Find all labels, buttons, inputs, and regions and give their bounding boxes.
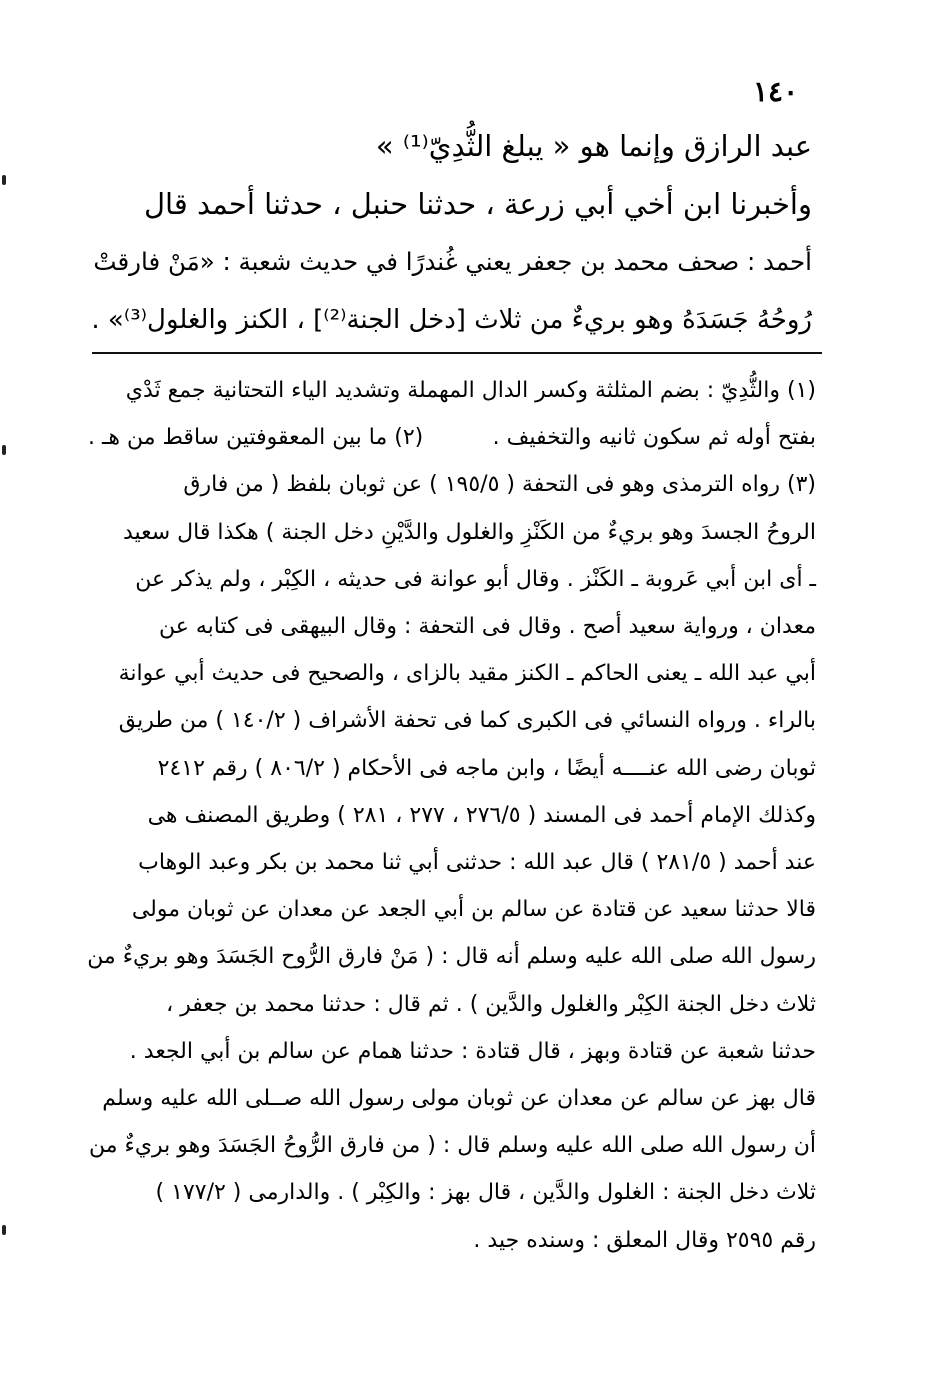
- footnote-3-line: ثوبان رضى الله عنــــه أيضًا ، وابن ماجه فى الأحكام ( ٨٠٦/٢ ) رقم ٢٤١٢: [157, 755, 816, 781]
- footnote-1-continuation: بفتح أوله ثم سكون ثانيه والتخفيف .: [492, 425, 816, 451]
- main-text-line: أحمد : صحف محمد بن جعفر يعني غُندرًا في حديث شعبة : «مَنْ فارقتْ: [93, 247, 812, 276]
- footnote-3-line: ثلاث دخل الجنة الكِبْر والغلول والدَّين ) . ثم قال : حدثنا محمد بن جعفر ،: [166, 991, 816, 1017]
- footnote-3-line: رسول الله صلى الله عليه وسلم أنه قال : ( مَنْ فارق الرُّوح الجَسَدَ وهو بريءٌ من: [87, 944, 816, 970]
- footnotes-block: [88, 367, 816, 1264]
- footnote-1-2-line: [88, 414, 816, 461]
- footnote-3-line: عند أحمد ( ٢٨١/٥ ) قال عبد الله : حدثنى أبي ثنا محمد بن بكر وعبد الوهاب: [138, 850, 816, 876]
- footnote-3-line: وكذلك الإمام أحمد فى المسند ( ٢٧٦/٥ ، ٢٧٧ ، ٢٨١ ) وطريق المصنف هى: [147, 802, 816, 828]
- footnote-3-line: بالراء . ورواه النسائي فى الكبرى كما فى تحفة الأشراف ( ١٤٠/٢ ) من طريق: [118, 708, 816, 734]
- footnote-3-line: رقم ٢٥٩٥ وقال المعلق : وسنده جيد .: [473, 1227, 816, 1253]
- main-text-line: رُوحُهُ جَسَدَهُ وهو بريءٌ من ثلاث [دخل الجنة⁽²⁾] ، الكنز والغلول⁽³⁾» .: [91, 305, 812, 335]
- footnote-3-line: قال بهز عن سالم عن معدان عن ثوبان مولى رسول الله صــلى الله عليه وسلم: [102, 1086, 816, 1112]
- footnote-3-line: قالا حدثنا سعيد عن قتادة عن سالم بن أبي الجعد عن معدان عن ثوبان مولى: [131, 897, 816, 923]
- scan-edge-mark: [2, 175, 6, 185]
- footnote-2: (٢) ما بين المعقوفتين ساقط من هـ .: [88, 425, 424, 451]
- footnote-3-line: أبي عبد الله ـ يعنى الحاكم ـ الكنز مقيد بالزاى ، والصحيح فى حديث أبي عوانة: [118, 661, 816, 687]
- main-text-line: عبد الرازق وإنما هو « يبلغ الثُّدِيّ⁽¹⁾ »: [375, 129, 812, 163]
- footnote-1-line: (١) والثُّدِيّ : بضم المثلثة وكسر الدال المهملة وتشديد الياء التحتانية جمع ثَدْي: [125, 378, 816, 403]
- footnote-3-line: (٣) رواه الترمذى وهو فى التحفة ( ١٩٥/٥ ) عن ثوبان بلفظ ( من فارق: [183, 472, 816, 498]
- scan-edge-mark: [2, 1225, 6, 1235]
- footnote-3-line: أن رسول الله صلى الله عليه وسلم قال : ( من فارق الرُّوحُ الجَسَدَ وهو بريءٌ من: [88, 1133, 816, 1159]
- page-number: ١٤٠: [753, 75, 799, 108]
- main-text-line: وأخبرنا ابن أخي أبي زرعة ، حدثنا حنبل ، حدثنا أحمد قال: [143, 187, 812, 221]
- footnote-3-line: ـ أى ابن أبي عَروبة ـ الكَنْز . وقال أبو عوانة فى حديثه ، الكِبْر ، ولم يذكر عن: [135, 566, 816, 592]
- footnote-separator: [92, 352, 822, 354]
- footnote-3-line: معدان ، ورواية سعيد أصح . وقال فى التحفة : وقال البيهقى فى كتابه عن: [158, 614, 816, 640]
- scan-edge-mark: [2, 445, 6, 455]
- main-text-block: [92, 117, 812, 349]
- footnote-3-line: الروحُ الجسدَ وهو بريءٌ من الكَنْزِ والغلول والدَّيْنِ دخل الجنة ) هكذا قال سعيد: [122, 519, 816, 545]
- footnote-3-line: ثلاث دخل الجنة : الغلول والدَّين ، قال بهز : والكِبْر ) . والدارمى ( ١٧٧/٢ ): [155, 1180, 816, 1206]
- footnote-3-line: حدثنا شعبة عن قتادة وبهز ، قال قتادة : حدثنا همام عن سالم بن أبي الجعد .: [129, 1038, 816, 1064]
